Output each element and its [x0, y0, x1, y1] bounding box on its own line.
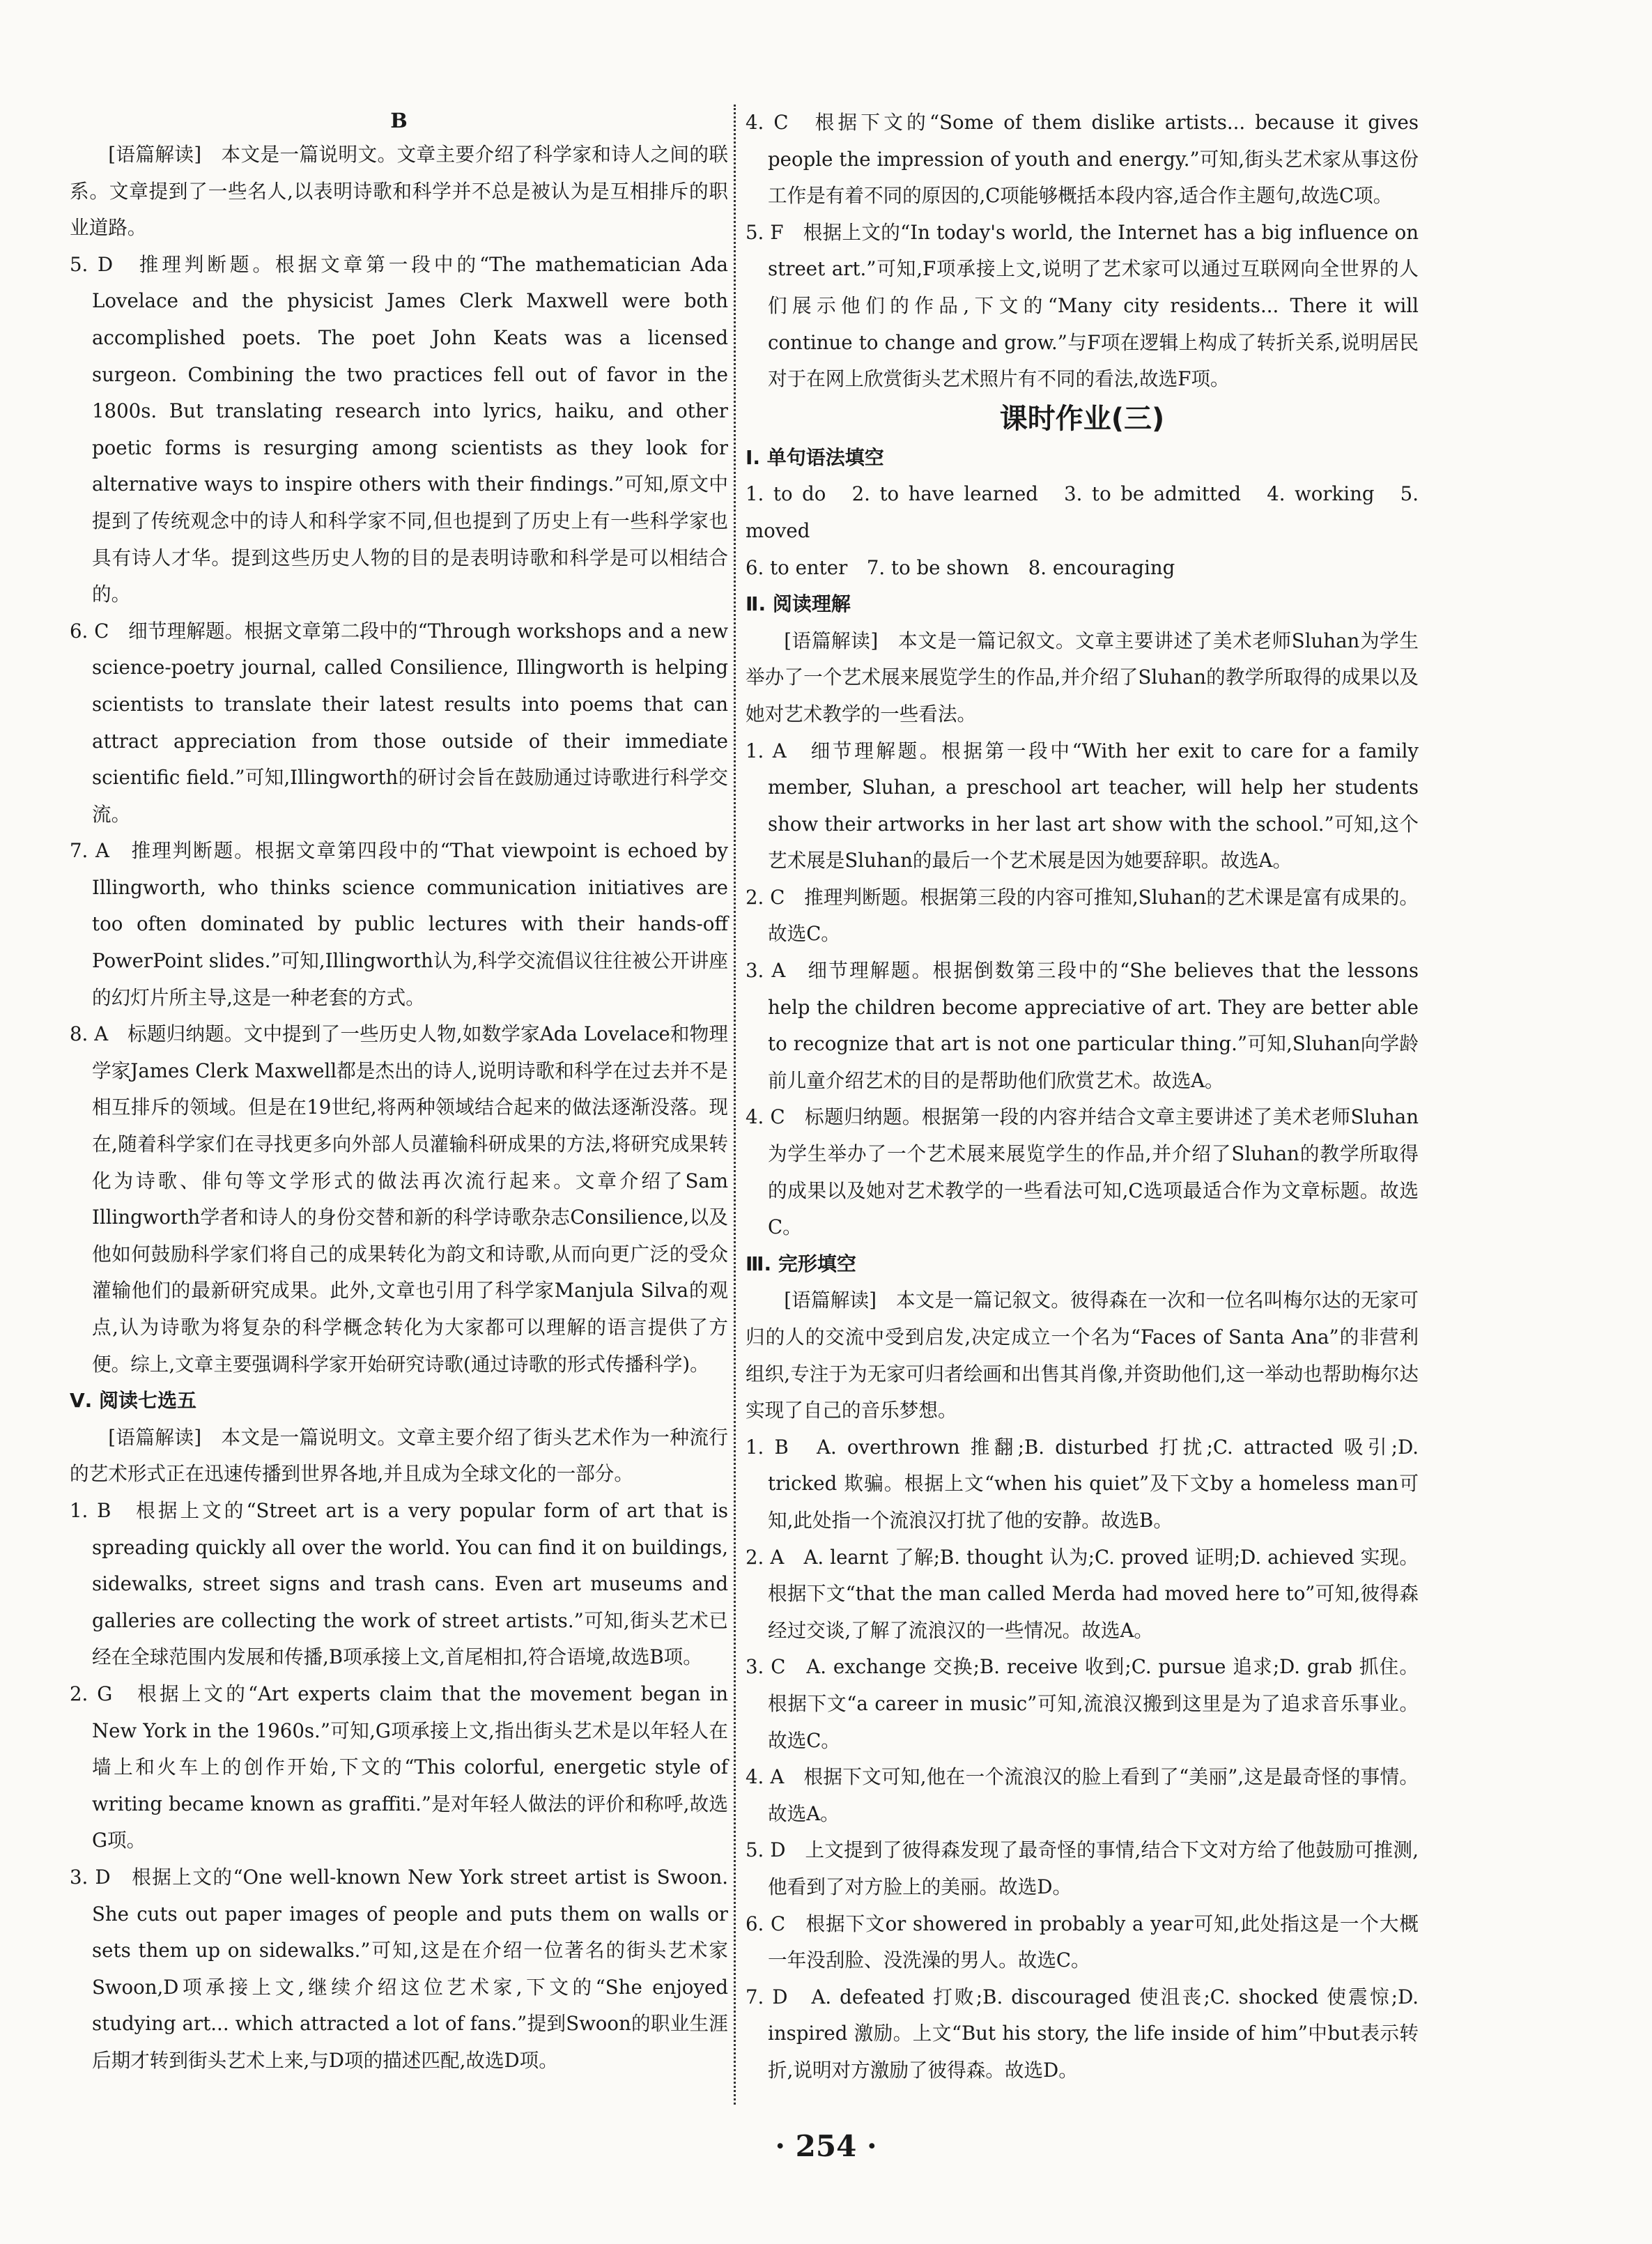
answer-item: 3. A 细节理解题。根据倒数第三段中的“She believes that the lessons help the children become appreciative of art. They are better able to recognize that art is not one particular thing.”可知,Sluhan向学龄前儿童介绍艺术的目的是帮助他们欣赏艺术。故选A。 — [746, 959, 1419, 1092]
answer-item: 5. D 上文提到了彼得森发现了最奇怪的事情,结合下文对方给了他鼓励可推测,他看到了对方脸上的美丽。故选D。 — [746, 1838, 1419, 1898]
section-heading: Ⅲ. 完形填空 — [746, 1252, 856, 1275]
answer-item: 4. C 根据下文的“Some of them dislike artists... because it gives people the impression of youth and energy.”可知,街头艺术家从事这份工作是有着不同的原因的,C项能够概括本段内容,适合作主题句,故选C项。 — [746, 111, 1419, 208]
section-b-intro: [语篇解读] 本文是一篇说明文。文章主要介绍了科学家和诗人之间的联系。文章提到了一些名人,以表明诗歌和科学并不总是被认为是互相排斥的职业道路。 — [70, 143, 728, 240]
grammar-answers-line: 6. to enter 7. to be shown 8. encouraging — [746, 555, 1175, 579]
answer-item: 1. B A. overthrown 推翻;B. disturbed 打扰;C. attracted 吸引;D. tricked 欺骗。根据上文“when his quiet”及下文by a homeless man可知,此处指一个流浪汉打扰了他的安静。故选B。 — [746, 1435, 1419, 1532]
section-heading: Ⅰ. 单句语法填空 — [746, 445, 884, 469]
page-number: · 254 · — [775, 2129, 877, 2163]
section-heading: Ⅴ. 阅读七选五 — [70, 1389, 197, 1413]
answer-item: 2. G 根据上文的“Art experts claim that the movement began in New York in the 1960s.”可知,G项承接上文,指出街头艺术是以年轻人在墙上和火车上的创作开始,下文的“This colorful, energetic style of writing became known as graffiti.”是对年轻人做法的评价和称呼,故选G项。 — [70, 1682, 728, 1852]
answer-item: 1. B 根据上文的“Street art is a very popular form of art that is spreading quickly all over the world. You can find it on buildings, sidewalks, street signs and trash cans. Even art museums and galleries are collecting the work of street artists.”可知,街头艺术已经在全球范围内发展和传播,B项承接上文,首尾相扣,符合语境,故选B项。 — [70, 1498, 728, 1669]
section-intro: [语篇解读] 本文是一篇记叙文。彼得森在一次和一位名叫梅尔达的无家可归的人的交流中受到启发,决定成立一个名为“Faces of Santa Ana”的非营利组织,专注于为无家可归者绘画和出售其肖像,并资助他们,这一举动也帮助梅尔达实现了自己的音乐梦想。 — [746, 1289, 1419, 1422]
answer-item: 1. A 细节理解题。根据第一段中“With her exit to care for a family member, Sluhan, a preschool art teacher, will help her students show their artworks in her last art show with the school.”可知,这个艺术展是Sluhan的最后一个艺术展是因为她要辞职。故选A。 — [746, 739, 1419, 873]
answer-item: 8. A 标题归纳题。文中提到了一些历史人物,如数学家Ada Lovelace和物理学家James Clerk Maxwell都是杰出的诗人,说明诗歌和科学在过去并不是相互排斥的领域。但是在19世纪,将两种领域结合起来的做法逐渐没落。现在,随着科学家们在寻找更多向外部人员灌输科研成果的方法,将研究成果转化为诗歌、俳句等文学形式的做法再次流行起来。文章介绍了Sam Illingworth学者和诗人的身份交替和新的科学诗歌杂志Consilience,以及他如何鼓励科学家们将自己的成果转化为韵文和诗歌,从而向更广泛的受众灌输他们的最新研究成果。此外,文章也引用了科学家Manjula Silva的观点,认为诗歌为将复杂的科学概念转化为大家都可以理解的语言提供了方便。综上,文章主要强调科学家开始研究诗歌(通过诗歌的形式传播科学)。 — [70, 1022, 728, 1376]
left-column — [70, 105, 728, 2079]
answer-item: 7. D A. defeated 打败;B. discouraged 使沮丧;C. shocked 使震惊;D. inspired 激励。上文“But his story, the life inside of him”中but表示转折,说明对方激励了彼得森。故选D。 — [746, 1985, 1419, 2082]
answer-item: 4. C 标题归纳题。根据第一段的内容并结合文章主要讲述了美术老师Sluhan为学生举办了一个艺术展来展览学生的作品,并介绍了Sluhan的教学所取得的成果以及她对艺术教学的一些看法可知,C选项最适合作为文章标题。故选C。 — [746, 1105, 1419, 1239]
section-b-title: B — [390, 109, 408, 132]
answer-item: 3. D 根据上文的“One well-known New York street artist is Swoon. She cuts out paper images of people and puts them on walls or sets them up on sidewalks.”可知,这是在介绍一位著名的街头艺术家Swoon,D项承接上文,继续介绍这位艺术家,下文的“She enjoyed studying art... which attracted a lot of fans.”提到Swoon的职业生涯后期才转到街头艺术上来,与D项的描述匹配,故选D项。 — [70, 1865, 728, 2072]
homework-title: 课时作业(三) — [999, 402, 1165, 435]
column-divider — [734, 105, 736, 2105]
section-heading: Ⅱ. 阅读理解 — [746, 592, 851, 616]
answer-item: 7. A 推理判断题。根据文章第四段中的“That viewpoint is echoed by Illingworth, who thinks science communication initiatives are too often dominated by public lectures with their hands-off PowerPoint slides.”可知,Illingworth认为,科学交流倡议往往被公开讲座的幻灯片所主导,这是一种老套的方式。 — [70, 839, 728, 1009]
answer-item: 2. C 推理判断题。根据第三段的内容可推知,Sluhan的艺术课是富有成果的。故选C。 — [746, 885, 1419, 946]
answer-item: 4. A 根据下文可知,他在一个流浪汉的脸上看到了“美丽”,这是最奇怪的事情。故选A。 — [746, 1765, 1419, 1825]
section-intro: [语篇解读] 本文是一篇记叙文。文章主要讲述了美术老师Sluhan为学生举办了一个艺术展来展览学生的作品,并介绍了Sluhan的教学所取得的成果以及她对艺术教学的一些看法。 — [746, 629, 1419, 725]
answer-item: 6. C 根据下文or showered in probably a year可知,此处指这是一个大概一年没刮脸、没洗澡的男人。故选C。 — [746, 1912, 1419, 1972]
answer-item: 5. D 推理判断题。根据文章第一段中的“The mathematician Ada Lovelace and the physicist James Clerk Maxwell were both accomplished poets. The poet John Keats was a licensed surgeon. Combining the two practices fell out of favor in the 1800s. But translating research into lyrics, haiku, and other poetic forms is resurging among scientists as they look for alternative ways to inspire others with their findings.”可知,原文中提到了传统观念中的诗人和科学家不同,但也提到了历史上有一些科学家也具有诗人才华。提到这些历史人物的目的是表明诗歌和科学是可以相结合的。 — [70, 252, 728, 606]
answer-item: 2. A A. learnt 了解;B. thought 认为;C. proved 证明;D. achieved 实现。根据下文“that the man called Merda had moved here to”可知,彼得森经过交谈,了解了流浪汉的一些情况。故选A。 — [746, 1545, 1419, 1642]
section-intro: [语篇解读] 本文是一篇说明文。文章主要介绍了街头艺术作为一种流行的艺术形式正在迅速传播到世界各地,并且成为全球文化的一部分。 — [70, 1425, 728, 1486]
grammar-answers-line: 1. to do 2. to have learned 3. to be admitted 4. working 5. moved — [746, 482, 1419, 542]
answer-item: 3. C A. exchange 交换;B. receive 收到;C. pursue 追求;D. grab 抓住。根据下文“a career in music”可知,流浪汉搬到这里是为了追求音乐事业。故选C。 — [746, 1655, 1419, 1752]
answer-item: 5. F 根据上文的“In today's world, the Internet has a big influence on street art.”可知,F项承接上文,说明了艺术家可以通过互联网向全世界的人们展示他们的作品,下文的“Many city residents... There it will continue to change and grow.”与F项在逻辑上构成了转折关系,说明居民对于在网上欣赏街头艺术照片有不同的看法,故选F项。 — [746, 220, 1419, 391]
answer-item: 6. C 细节理解题。根据文章第二段中的“Through workshops and a new science-poetry journal, called Consilience, Illingworth is helping scientists to translate their latest results into poems that can attract appreciation from those outside of their immediate scientific field.”可知,Illingworth的研讨会旨在鼓励通过诗歌进行科学交流。 — [70, 619, 728, 826]
right-column — [746, 105, 1419, 2089]
